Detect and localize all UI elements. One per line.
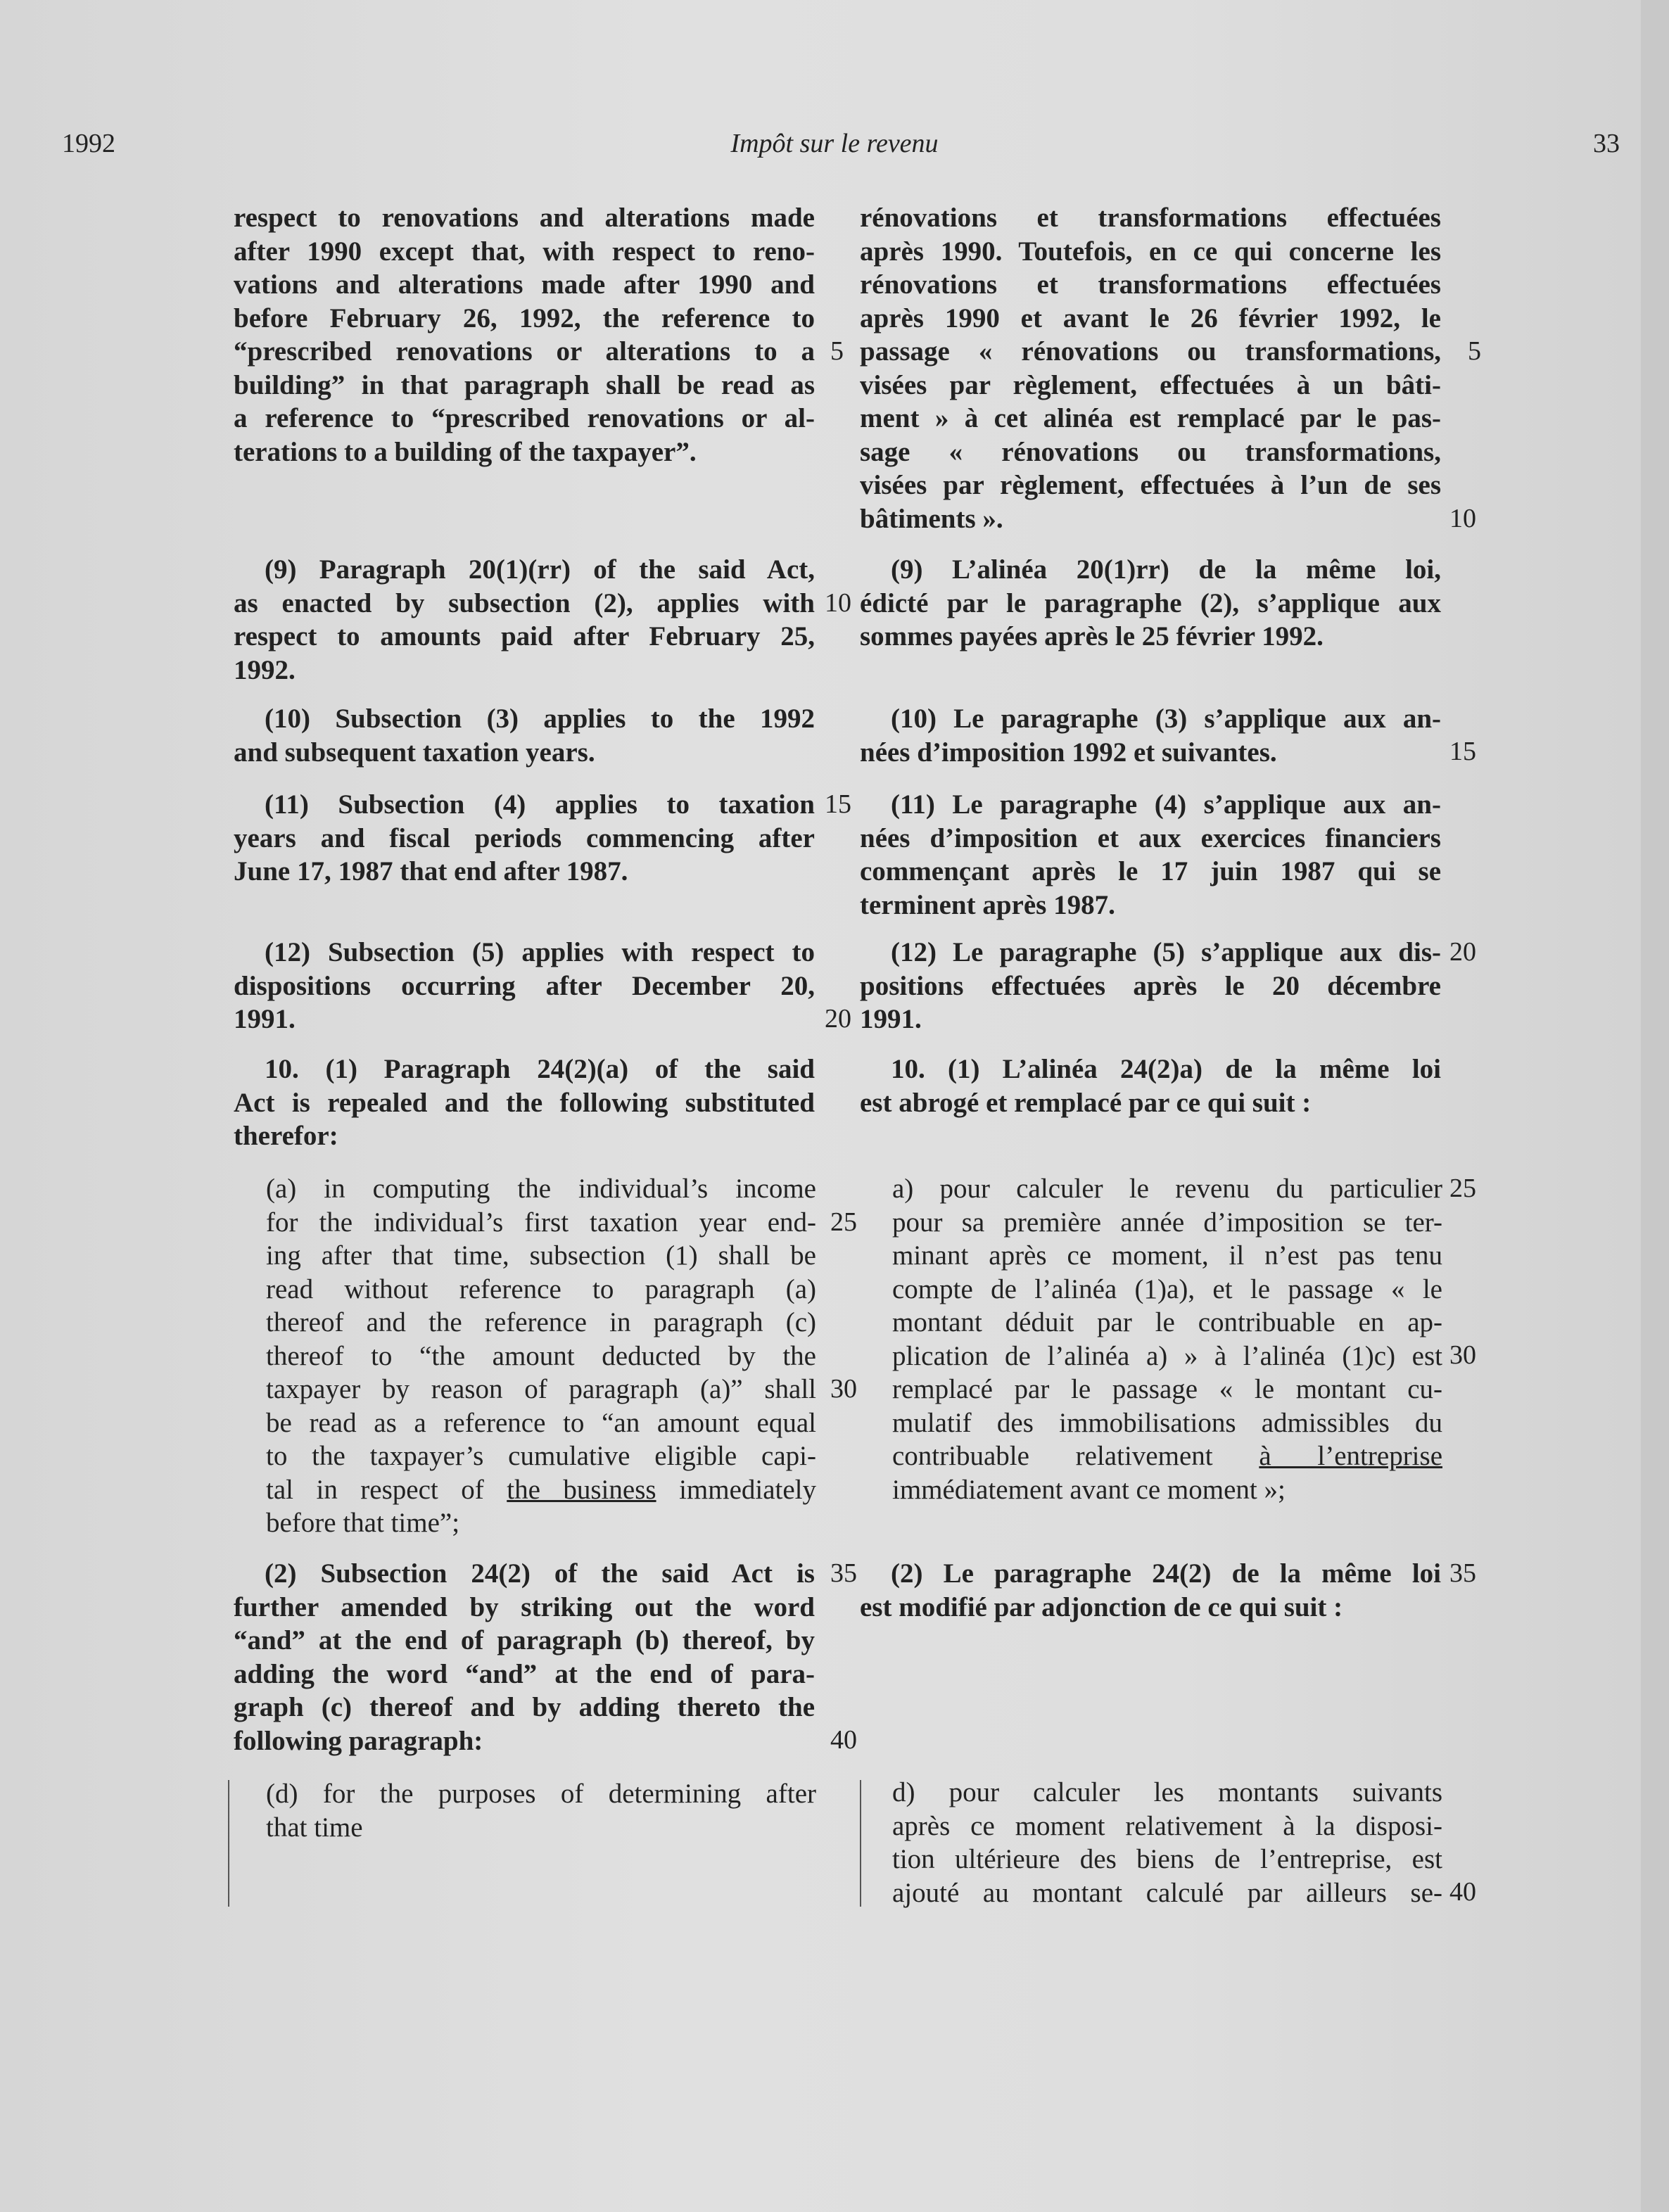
text-line: dispositions occurring after December 20, <box>234 970 815 1001</box>
line-number: 35 <box>830 1558 857 1588</box>
text-line: sage « rénovations ou transformations, <box>860 436 1441 467</box>
text-line: est abrogé et remplacé par ce qui suit : <box>860 1087 1312 1118</box>
en-subsection-11 <box>234 788 815 889</box>
change-bar <box>228 1780 229 1907</box>
text-line: rénovations et transformations effectuées <box>860 203 1441 233</box>
text-line: montant déduit par le contribuable en ap- <box>892 1307 1442 1337</box>
text-line: “and” at the end of paragraph (b) thereof, by <box>234 1625 815 1655</box>
text-line: (9) L’alinéa 20(1)rr) de la même loi, <box>891 554 1441 585</box>
line-number: 35 <box>1449 1558 1476 1588</box>
text-line: years and fiscal periods commencing after <box>234 822 815 853</box>
text-line: nées d’imposition et aux exercices financiers <box>860 822 1441 853</box>
en-subsection-12 <box>234 936 815 1036</box>
line-number: 10 <box>1449 504 1476 533</box>
line-number: 40 <box>1449 1877 1476 1907</box>
text-line: vations and alterations made after 1990 and <box>234 269 815 300</box>
text-line: visées par règlement, effectuées à un bâti- <box>860 369 1441 400</box>
text-line: terations to a building of the taxpayer”. <box>234 436 697 467</box>
text-fragment: contribuable relativement <box>892 1441 1213 1471</box>
text-line: nées d’imposition 1992 et suivantes. <box>860 737 1277 768</box>
text-line: Act is repealed and the following substituted <box>234 1087 815 1118</box>
text-line: remplacé par le passage « le montant cu- <box>892 1374 1442 1404</box>
text-line: positions effectuées après le 20 décembre <box>860 970 1441 1001</box>
text-line: immédiatement avant ce moment »; <box>892 1474 1286 1505</box>
text-line: après ce moment relativement à la disposi- <box>892 1810 1442 1841</box>
text-line: respect to renovations and alterations made <box>234 203 815 233</box>
text-line: commençant après le 17 juin 1987 qui se <box>860 856 1441 886</box>
line-number: 5 <box>830 336 844 366</box>
text-line: d) pour calculer les montants suivants <box>892 1777 1442 1807</box>
line-number: 30 <box>1449 1340 1476 1370</box>
text-line: minant après ce moment, il n’est pas tenu <box>892 1240 1442 1271</box>
text-line: further amended by striking out the word <box>234 1591 815 1622</box>
text-line: ing after that time, subsection (1) shall be <box>266 1240 816 1271</box>
fr-section-10-2 <box>860 1557 1441 1624</box>
text-line: June 17, 1987 that end after 1987. <box>234 856 628 886</box>
text-line: a reference to “prescribed renovations or al- <box>234 403 815 433</box>
line-number: 30 <box>830 1374 857 1404</box>
fr-subsection-11 <box>860 788 1441 922</box>
text-line: (12) Le paragraphe (5) s’applique aux dis- <box>891 937 1441 967</box>
text-line: (11) Le paragraphe (4) s’applique aux an- <box>891 789 1441 820</box>
en-section-10-1 <box>234 1053 815 1153</box>
text-line: for the individual’s first taxation year end- <box>266 1207 816 1238</box>
text-line: est modifié par adjonction de ce qui suit : <box>860 1591 1343 1622</box>
line-number: 20 <box>825 1004 851 1034</box>
text-line: and subsequent taxation years. <box>234 737 595 768</box>
text-line: après 1990 et avant le 26 février 1992, le <box>860 303 1441 333</box>
underlined-text: à l’entreprise <box>1259 1441 1443 1471</box>
text-line <box>266 1473 816 1507</box>
text-line: passage « rénovations ou transformations, <box>860 336 1441 367</box>
text-line: bâtiments ». <box>860 503 1003 534</box>
line-number: 15 <box>1449 737 1476 766</box>
text-line: (10) Subsection (3) applies to the 1992 <box>265 704 815 734</box>
text-line: (9) Paragraph 20(1)(rr) of the said Act, <box>265 554 815 585</box>
fr-section-10-1 <box>860 1053 1441 1119</box>
text-line: adding the word “and” at the end of para- <box>234 1658 815 1689</box>
text-line: thereof and the reference in paragraph (c) <box>266 1307 816 1337</box>
text-line: terminent après 1987. <box>860 889 1115 920</box>
text-line: before that time”; <box>266 1508 460 1538</box>
text-line: 10. (1) Paragraph 24(2)(a) of the said <box>265 1054 815 1084</box>
change-bar <box>860 1780 861 1907</box>
en-subsection-10 <box>234 702 815 769</box>
fr-continuation <box>860 201 1441 535</box>
en-continuation <box>234 201 815 469</box>
page-number: 33 <box>1593 129 1620 158</box>
text-line: (a) in computing the individual’s income <box>266 1174 816 1204</box>
underlined-text: the business <box>507 1474 656 1505</box>
text-line: as enacted by subsection (2), applies with <box>234 587 815 618</box>
text-line: taxpayer by reason of paragraph (a)” shall <box>266 1374 816 1404</box>
line-number: 15 <box>825 789 851 819</box>
text-line: rénovations et transformations effectuées <box>860 269 1441 300</box>
en-subsection-9 <box>234 553 815 687</box>
fr-paragraph-d <box>892 1776 1442 1909</box>
text-line: plication de l’alinéa a) » à l’alinéa (1)c) est <box>892 1340 1442 1371</box>
text-line: 1992. <box>234 654 296 685</box>
fr-paragraph-a <box>892 1172 1442 1506</box>
text-line: sommes payées après le 25 février 1992. <box>860 621 1324 651</box>
header-title: Impôt sur le revenu <box>730 129 939 158</box>
text-line: (10) Le paragraphe (3) s’applique aux an- <box>891 704 1441 734</box>
text-line <box>892 1439 1442 1473</box>
text-line: après 1990. Toutefois, en ce qui concerne les <box>860 236 1441 267</box>
text-line: visées par règlement, effectuées à l’un de ses <box>860 470 1441 500</box>
text-line: ajouté au montant calculé par ailleurs se- <box>892 1877 1442 1908</box>
text-line: before February 26, 1992, the reference to <box>234 303 815 333</box>
text-line: that time <box>266 1812 363 1843</box>
text-line: after 1990 except that, with respect to reno- <box>234 236 815 267</box>
text-line: respect to amounts paid after February 25, <box>234 621 815 651</box>
text-line: édicté par le paragraphe (2), s’applique aux <box>860 587 1441 618</box>
fr-subsection-10 <box>860 702 1441 769</box>
en-section-10-2 <box>234 1557 815 1757</box>
line-number: 10 <box>825 588 851 618</box>
header-year: 1992 <box>62 129 115 158</box>
text-line: “prescribed renovations or alterations to a <box>234 336 815 367</box>
text-line: be read as a reference to “an amount equal <box>266 1407 816 1438</box>
text-line: ment » à cet alinéa est remplacé par le pas- <box>860 403 1441 433</box>
text-line: building” in that paragraph shall be read as <box>234 369 815 400</box>
en-paragraph-a <box>266 1172 816 1540</box>
text-line: compte de l’alinéa (1)a), et le passage « le <box>892 1273 1442 1304</box>
line-number: 25 <box>830 1207 857 1237</box>
text-line: (11) Subsection (4) applies to taxation <box>265 789 815 820</box>
text-line: (2) Le paragraphe 24(2) de la même loi <box>891 1558 1441 1589</box>
text-line: 1991. <box>860 1004 922 1034</box>
fr-subsection-12 <box>860 936 1441 1036</box>
line-number: 40 <box>830 1725 857 1755</box>
text-line: 10. (1) L’alinéa 24(2)a) de la même loi <box>891 1054 1441 1084</box>
fr-subsection-9 <box>860 553 1441 654</box>
line-number: 25 <box>1449 1174 1476 1203</box>
text-line: tion ultérieure des biens de l’entreprise, est <box>892 1844 1442 1874</box>
text-line: 1991. <box>234 1004 296 1034</box>
text-fragment: tal in respect of <box>266 1474 484 1505</box>
text-line: pour sa première année d’imposition se ter- <box>892 1207 1442 1238</box>
text-line: mulatif des immobilisations admissibles du <box>892 1407 1442 1438</box>
text-line: thereof to “the amount deducted by the <box>266 1340 816 1371</box>
text-line: (2) Subsection 24(2) of the said Act is <box>265 1558 815 1589</box>
text-line: read without reference to paragraph (a) <box>266 1273 816 1304</box>
line-number: 20 <box>1449 937 1476 967</box>
page-edge-shadow <box>1641 0 1669 2212</box>
text-line: graph (c) thereof and by adding thereto the <box>234 1692 815 1722</box>
text-line: a) pour calculer le revenu du particulier <box>892 1174 1442 1204</box>
text-fragment: immediately <box>679 1474 817 1505</box>
line-number: 5 <box>1468 336 1481 366</box>
text-line: following paragraph: <box>234 1725 483 1756</box>
text-line: (d) for the purposes of determining after <box>266 1779 816 1809</box>
text-line: therefor: <box>234 1121 338 1151</box>
text-line: (12) Subsection (5) applies with respect to <box>265 937 815 967</box>
en-paragraph-d <box>266 1777 816 1844</box>
text-line: to the taxpayer’s cumulative eligible capi- <box>266 1441 816 1471</box>
